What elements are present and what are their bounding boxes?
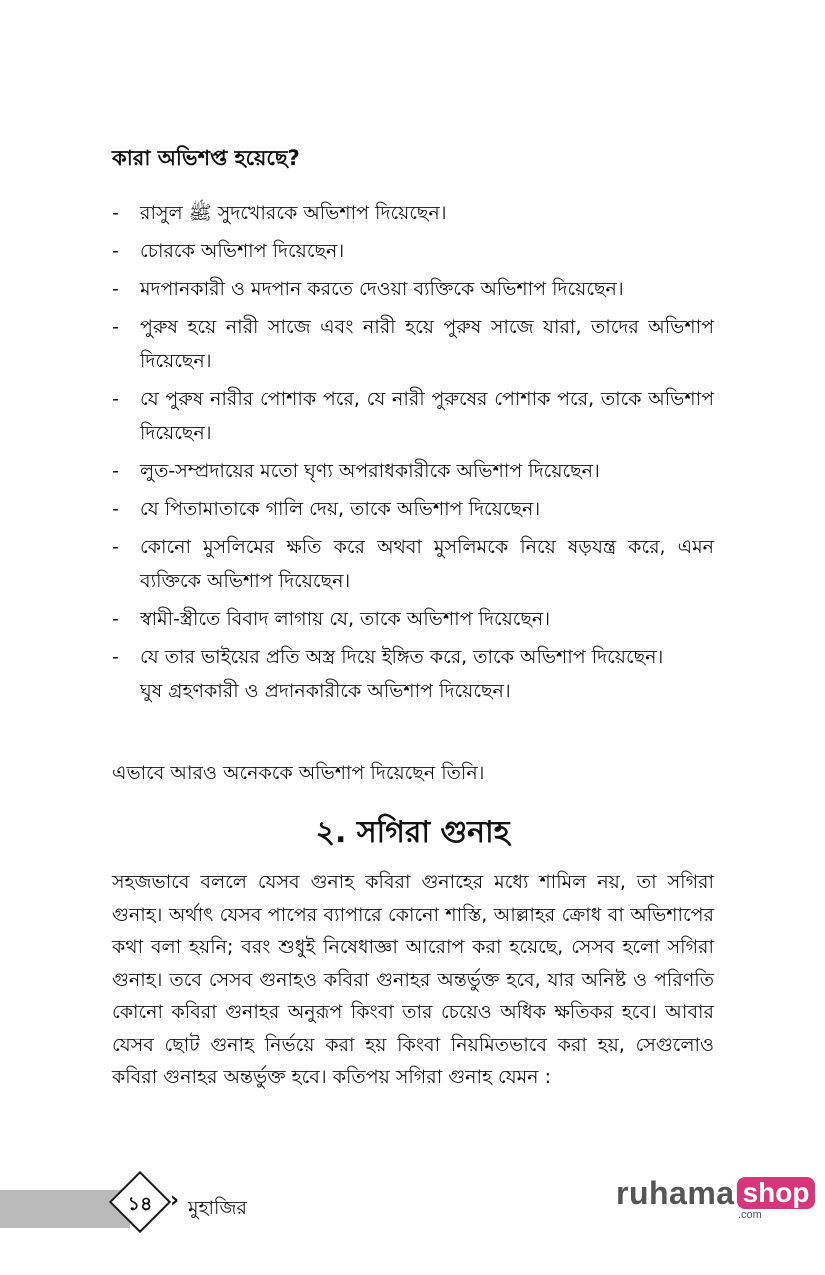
list-item-text: লুত-সম্প্রদায়ের মতো ঘৃণ্য অপরাধকারীকে অভিশাপ দিয়েছেন। bbox=[140, 460, 600, 482]
list-item bbox=[112, 640, 714, 708]
curse-list bbox=[112, 196, 714, 712]
list-item-text: যে তার ভাইয়ের প্রতি অস্ত্র দিয়ে ইঙ্গিত করে, তাকে অভিশাপ দিয়েছেন। bbox=[140, 646, 664, 668]
list-item-text: চোরকে অভিশাপ দিয়েছেন। bbox=[140, 240, 345, 262]
bullet-dash: - bbox=[112, 646, 119, 668]
bullet-dash: - bbox=[112, 278, 119, 300]
list-item-text: মদপানকারী ও মদপান করতে দেওয়া ব্যক্তিকে অভিশাপ দিয়েছেন। bbox=[140, 278, 624, 300]
bullet-dash: - bbox=[112, 240, 119, 262]
list-item-text: পুরুষ হয়ে নারী সাজে এবং নারী হয়ে পুরুষ সাজে যারা, তাদের অভিশাপ দিয়েছেন। bbox=[140, 316, 714, 372]
list-item-text: রাসুল ﷺ সুদখোরকে অভিশাপ দিয়েছেন। bbox=[140, 202, 447, 224]
list-item-text: যে পুরুষ নারীর পোশাক পরে, যে নারী পুরুষের পোশাক পরে, তাকে অভিশাপ দিয়েছেন। bbox=[140, 388, 714, 444]
list-item bbox=[112, 310, 714, 378]
body-paragraph: সহজভাবে বললে যেসব গুনাহ কবিরা গুনাহের মধ্যে শামিল নয়, তা সগিরা গুনাহ। অর্থাৎ যেসব পাপের ব্যাপারে কোনো শাস্তি, আল্লাহর ক্রোধ বা অভিশাপের কথা বলা হয়নি; বরং শুধুই নিষেধাজ্ঞা আরোপ করা হয়েছে, সেসব হলো সগিরা গুনাহ। তবে সেসব গুনাহও কবিরা গুনাহর অন্তর্ভুক্ত হবে, যার অনিষ্ট ও পরিণতি কোনো কবিরা গুনাহর অনুরূপ কিংবা তার চেয়েও অধিক ক্ষতিকর হবে। আবার যেসব ছোট গুনাহ নির্ভয়ে করা হয় কিংবা নিয়মিতভাবে করা হয়, সেগুলোও কবিরা গুনাহর অন্তর্ভুক্ত হবে। কতিপয় সগিরা গুনাহ যেমন : bbox=[112, 871, 714, 1088]
bullet-dash: - bbox=[112, 460, 119, 482]
list-item bbox=[112, 602, 714, 636]
list-item bbox=[112, 454, 714, 488]
bullet-dash: - bbox=[112, 388, 119, 410]
bullet-dash: - bbox=[112, 316, 119, 338]
book-title: মুহাজির bbox=[188, 1197, 247, 1219]
bullet-dash: - bbox=[112, 498, 119, 520]
brand-name: ruhama bbox=[616, 1175, 735, 1211]
list-item-text: কোনো মুসলিমের ক্ষতি করে অথবা মুসলিমকে নিয়ে ষড়যন্ত্র করে, এমন ব্যক্তিকে অভিশাপ দিয়েছেন। bbox=[140, 536, 714, 592]
bullet-dash: - bbox=[112, 608, 119, 630]
closing-line: এভাবে আরও অনেককে অভিশাপ দিয়েছেন তিনি। bbox=[112, 762, 485, 784]
list-item bbox=[112, 530, 714, 598]
brand-shop-badge: shop bbox=[737, 1177, 816, 1209]
list-item-text: স্বামী-স্ত্রীতে বিবাদ লাগায় যে, তাকে অভিশাপ দিয়েছেন। bbox=[140, 608, 551, 630]
bullet-dash: - bbox=[112, 202, 119, 224]
page-number: ১৪ bbox=[127, 1193, 153, 1215]
section-title: ২. সগিরা গুনাহ bbox=[315, 815, 510, 850]
list-item bbox=[112, 272, 714, 306]
list-item-text: যে পিতামাতাকে গালি দেয়, তাকে অভিশাপ দিয়েছেন। bbox=[140, 498, 541, 520]
section-heading: কারা অভিশপ্ত হয়েছে? bbox=[112, 146, 300, 170]
list-item-extra-line: ঘুষ গ্রহণকারী ও প্রদানকারীকে অভিশাপ দিয়েছেন। bbox=[140, 680, 511, 702]
brand-logo bbox=[616, 1175, 815, 1212]
brand-domain: .com bbox=[738, 1209, 762, 1221]
bullet-dash: - bbox=[112, 536, 119, 558]
list-item bbox=[112, 492, 714, 526]
list-item bbox=[112, 196, 714, 230]
list-item bbox=[112, 382, 714, 450]
list-item bbox=[112, 234, 714, 268]
chevron-right-icon: › bbox=[170, 1188, 180, 1213]
